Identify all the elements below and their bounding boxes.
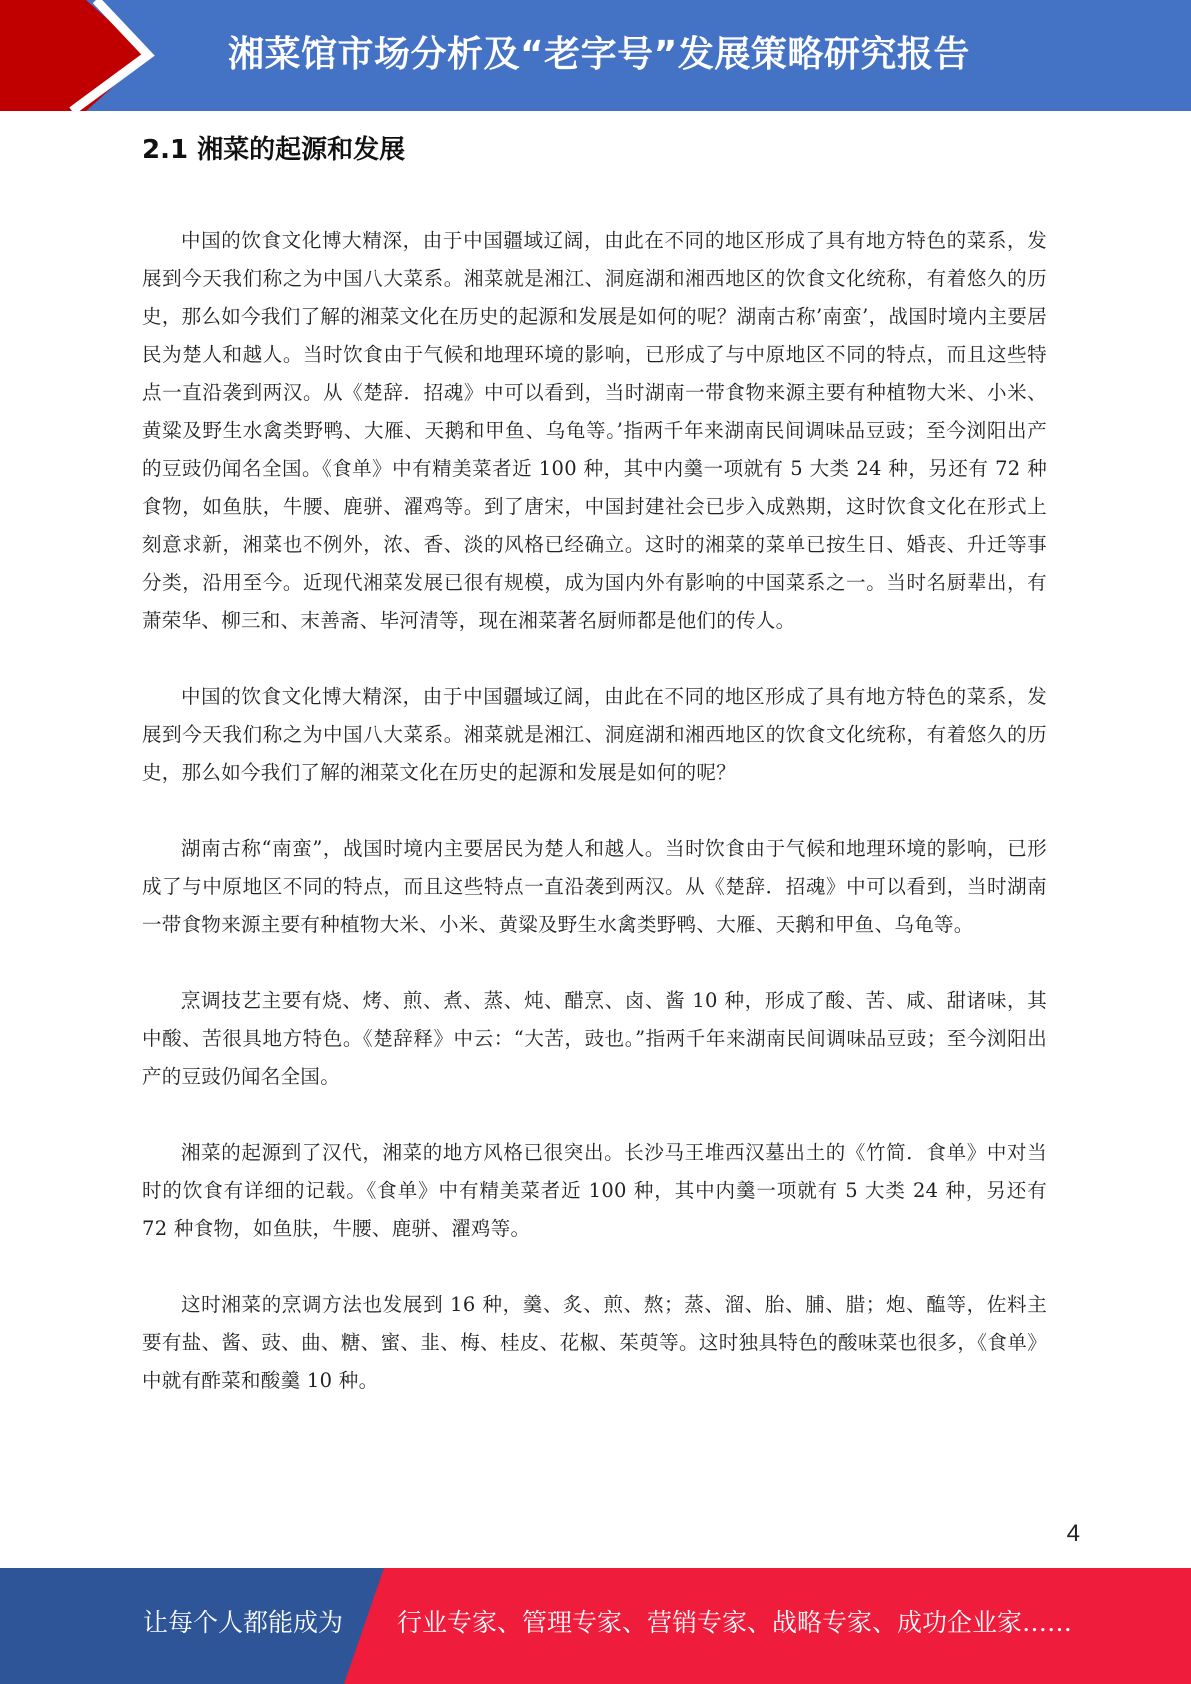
paragraph: 中国的饮食文化博大精深，由于中国疆域辽阔，由此在不同的地区形成了具有地方特色的菜系，发展到今天我们称之为中国八大菜系。湘菜就是湘江、洞庭湖和湘西地区的饮食文化统称，有着悠久的历史，那么如今我们了解的湘菜文化在历史的起源和发展是如何的呢？湖南古称’南蛮’，战国时境内主要居民为楚人和越人。当时饮食由于气候和地理环境的影响，已形成了与中原地区不同的特点，而且这些特点一直沿袭到两汉。从《楚辞．招魂》中可以看到，当时湖南一带食物来源主要有种植物大米、小米、黄粱及野生水禽类野鸭、大雁、天鹅和甲鱼、乌龟等。’指两千年来湖南民间调味品豆豉；至今浏阳出产的豆豉仍闻名全国。《食单》中有精美菜者近 100 种，其中内羹一项就有 5 大类 24 种，另还有 72 种食物，如鱼肤，牛腰、鹿骈、濯鸡等。到了唐宋，中国封建社会已步入成熟期，这时饮食文化在形式上刻意求新，湘菜也不例外，浓、香、淡的风格已经确立。这时的湘菜的菜单已按生日、婚丧、升迁等事分类，沿用至今。近现代湘菜发展已很有规模，成为国内外有影响的中国菜系之一。当时名厨辈出，有萧荣华、柳三和、末善斋、毕河清等，现在湘菜著名厨师都是他们的传人。 [142, 229, 1047, 632]
footer-banner [0, 1568, 1191, 1684]
paragraph: 湘菜的起源到了汉代，湘菜的地方风格已很突出。长沙马王堆西汉墓出土的《竹简．食单》中对当时的饮食有详细的记载。《食单》中有精美菜者近 100 种，其中内羹一项就有 5 大类 24 种，另还有 72 种食物，如鱼肤，牛腰、鹿骈、濯鸡等。 [142, 1141, 1047, 1240]
paragraph: 湖南古称“南蛮”，战国时境内主要居民为楚人和越人。当时饮食由于气候和地理环境的影响，已形成了与中原地区不同的特点，而且这些特点一直沿袭到两汉。从《楚辞．招魂》中可以看到，当时湖南一带食物来源主要有种植物大米、小米、黄粱及野生水禽类野鸭、大雁、天鹅和甲鱼、乌龟等。 [142, 837, 1047, 936]
footer-slogan-right: 行业专家、管理专家、营销专家、战略专家、成功企业家…… [397, 1608, 1073, 1637]
report-title: 湘菜馆市场分析及“老字号”发展策略研究报告 [228, 34, 970, 75]
section-heading: 2.1 湘菜的起源和发展 [142, 135, 406, 165]
header-banner [0, 0, 1191, 111]
paragraph: 中国的饮食文化博大精深，由于中国疆域辽阔，由此在不同的地区形成了具有地方特色的菜系，发展到今天我们称之为中国八大菜系。湘菜就是湘江、洞庭湖和湘西地区的饮食文化统称，有着悠久的历史，那么如今我们了解的湘菜文化在历史的起源和发展是如何的呢？ [142, 685, 1047, 784]
paragraph: 这时湘菜的烹调方法也发展到 16 种，羹、炙、煎、熬；蒸、溜、胎、脯、腊；炮、醢等，佐料主要有盐、酱、豉、曲、糖、蜜、韭、梅、桂皮、花椒、茱萸等。这时独具特色的酸味菜也很多，《食单》中就有酢菜和酸羹 10 种。 [142, 1293, 1047, 1392]
page-number: 4 [1066, 1520, 1080, 1547]
footer-slogan-left: 让每个人都能成为 [143, 1608, 344, 1637]
paragraph: 烹调技艺主要有烧、烤、煎、煮、蒸、炖、醋烹、卤、酱 10 种，形成了酸、苦、咸、甜诸味，其中酸、苦很具地方特色。《楚辞释》中云：“大苦，豉也。”指两千年来湖南民间调味品豆豉；至今浏阳出产的豆豉仍闻名全国。 [142, 989, 1047, 1088]
body-text [142, 222, 1047, 1438]
